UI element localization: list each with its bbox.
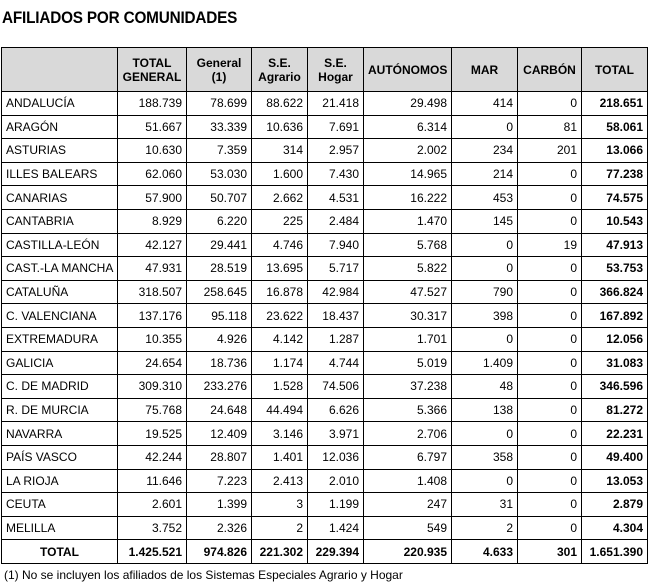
table-cell: 10.355 <box>118 327 187 351</box>
total-row <box>2 540 648 564</box>
column-header: AUTÓNOMOS <box>364 48 452 92</box>
table-cell: 225 <box>252 209 308 233</box>
table-cell: 7.430 <box>308 162 364 186</box>
total-cell: 220.935 <box>364 540 452 564</box>
table-row <box>2 115 648 139</box>
table-row <box>2 304 648 328</box>
table-cell: 790 <box>452 280 518 304</box>
table-row <box>2 445 648 469</box>
table-cell: 24.654 <box>118 351 187 375</box>
table-cell: 2.413 <box>252 469 308 493</box>
table-cell: 0 <box>518 92 582 116</box>
table-cell: 2.706 <box>364 422 452 446</box>
table-cell: 233.276 <box>187 375 252 399</box>
table-cell: 1.470 <box>364 209 452 233</box>
table-cell: 14.965 <box>364 162 452 186</box>
table-cell: 16.878 <box>252 280 308 304</box>
table-cell: 414 <box>452 92 518 116</box>
table-cell: 7.359 <box>187 139 252 163</box>
table-cell: 309.310 <box>118 375 187 399</box>
table-cell: 2.326 <box>187 516 252 540</box>
table-cell: 137.176 <box>118 304 187 328</box>
total-cell: 221.302 <box>252 540 308 564</box>
table-cell: 44.494 <box>252 398 308 422</box>
table-cell: 0 <box>518 351 582 375</box>
table-cell: 1.399 <box>187 493 252 517</box>
region-name: ASTURIAS <box>2 139 118 163</box>
table-cell: 398 <box>452 304 518 328</box>
table-row <box>2 516 648 540</box>
table-cell: 12.056 <box>582 327 648 351</box>
table-cell: 5.366 <box>364 398 452 422</box>
table-cell: 58.061 <box>582 115 648 139</box>
region-name: CATALUÑA <box>2 280 118 304</box>
total-cell: 974.826 <box>187 540 252 564</box>
table-cell: 18.437 <box>308 304 364 328</box>
table-cell: 346.596 <box>582 375 648 399</box>
table-cell: 2.010 <box>308 469 364 493</box>
table-cell: 2.957 <box>308 139 364 163</box>
table-cell: 28.807 <box>187 445 252 469</box>
region-name: EXTREMADURA <box>2 327 118 351</box>
table-cell: 10.636 <box>252 115 308 139</box>
table-cell: 247 <box>364 493 452 517</box>
table-row <box>2 375 648 399</box>
region-name: ARAGÓN <box>2 115 118 139</box>
table-cell: 4.744 <box>308 351 364 375</box>
table-cell: 13.066 <box>582 139 648 163</box>
table-cell: 0 <box>518 327 582 351</box>
table-cell: 4.746 <box>252 233 308 257</box>
table-cell: 3.752 <box>118 516 187 540</box>
table-cell: 4.926 <box>187 327 252 351</box>
region-name: CASTILLA-LEÓN <box>2 233 118 257</box>
page-title: AFILIADOS POR COMUNIDADES <box>2 8 238 27</box>
table-cell: 145 <box>452 209 518 233</box>
table-cell: 2 <box>252 516 308 540</box>
region-name: MELILLA <box>2 516 118 540</box>
total-cell: 4.633 <box>452 540 518 564</box>
table-cell: 62.060 <box>118 162 187 186</box>
table-cell: 42.127 <box>118 233 187 257</box>
table-cell: 4.142 <box>252 327 308 351</box>
table-row <box>2 257 648 281</box>
table-cell: 218.651 <box>582 92 648 116</box>
table-cell: 1.174 <box>252 351 308 375</box>
total-label: TOTAL <box>2 540 118 564</box>
table-cell: 214 <box>452 162 518 186</box>
table-cell: 234 <box>452 139 518 163</box>
table-cell: 18.736 <box>187 351 252 375</box>
column-header: TOTAL GENERAL <box>118 48 187 92</box>
table-row <box>2 327 648 351</box>
table-cell: 6.220 <box>187 209 252 233</box>
table-cell: 2.484 <box>308 209 364 233</box>
table-cell: 0 <box>452 115 518 139</box>
table-cell: 5.822 <box>364 257 452 281</box>
table-cell: 0 <box>452 422 518 446</box>
table-cell: 0 <box>452 257 518 281</box>
table-row <box>2 233 648 257</box>
table-cell: 30.317 <box>364 304 452 328</box>
header-region <box>2 48 118 92</box>
table-cell: 0 <box>452 233 518 257</box>
table-cell: 5.717 <box>308 257 364 281</box>
table-cell: 13.053 <box>582 469 648 493</box>
table-cell: 0 <box>518 445 582 469</box>
table-row <box>2 139 648 163</box>
table-row <box>2 469 648 493</box>
table-cell: 549 <box>364 516 452 540</box>
region-name: CEUTA <box>2 493 118 517</box>
table-cell: 10.543 <box>582 209 648 233</box>
table-cell: 0 <box>518 257 582 281</box>
table-cell: 318.507 <box>118 280 187 304</box>
table-cell: 0 <box>518 209 582 233</box>
region-name: PAÍS VASCO <box>2 445 118 469</box>
table-cell: 2.002 <box>364 139 452 163</box>
table-cell: 1.424 <box>308 516 364 540</box>
table-cell: 2.879 <box>582 493 648 517</box>
table-cell: 57.900 <box>118 186 187 210</box>
table-cell: 5.768 <box>364 233 452 257</box>
table-row <box>2 398 648 422</box>
region-name: NAVARRA <box>2 422 118 446</box>
table-cell: 29.498 <box>364 92 452 116</box>
column-header: S.E. Agrario <box>252 48 308 92</box>
table-cell: 314 <box>252 139 308 163</box>
table-cell: 42.984 <box>308 280 364 304</box>
column-header: CARBÓN <box>518 48 582 92</box>
table-cell: 81 <box>518 115 582 139</box>
table-cell: 0 <box>518 162 582 186</box>
table-cell: 2.662 <box>252 186 308 210</box>
column-header: MAR <box>452 48 518 92</box>
table-cell: 12.036 <box>308 445 364 469</box>
table-cell: 1.401 <box>252 445 308 469</box>
table-cell: 0 <box>518 398 582 422</box>
table-cell: 19 <box>518 233 582 257</box>
table-cell: 78.699 <box>187 92 252 116</box>
table-cell: 77.238 <box>582 162 648 186</box>
table-row <box>2 186 648 210</box>
table-cell: 47.931 <box>118 257 187 281</box>
total-cell: 301 <box>518 540 582 564</box>
table-cell: 6.626 <box>308 398 364 422</box>
table-cell: 1.528 <box>252 375 308 399</box>
table-header-row <box>2 48 648 92</box>
table-cell: 138 <box>452 398 518 422</box>
table-row <box>2 422 648 446</box>
total-cell: 1.425.521 <box>118 540 187 564</box>
table-cell: 1.287 <box>308 327 364 351</box>
table-cell: 366.824 <box>582 280 648 304</box>
region-name: C. VALENCIANA <box>2 304 118 328</box>
table-cell: 0 <box>452 469 518 493</box>
table-cell: 74.506 <box>308 375 364 399</box>
table-row <box>2 493 648 517</box>
table-cell: 37.238 <box>364 375 452 399</box>
table-cell: 0 <box>518 422 582 446</box>
footnote: (1) No se incluyen los afiliados de los Sistemas Especiales Agrario y Hogar <box>4 568 403 582</box>
table-cell: 1.701 <box>364 327 452 351</box>
table-cell: 23.622 <box>252 304 308 328</box>
table-cell: 0 <box>518 516 582 540</box>
table-cell: 0 <box>518 375 582 399</box>
table-cell: 8.929 <box>118 209 187 233</box>
table-row <box>2 92 648 116</box>
table-cell: 0 <box>452 327 518 351</box>
region-name: ANDALUCÍA <box>2 92 118 116</box>
table-cell: 42.244 <box>118 445 187 469</box>
table-cell: 11.646 <box>118 469 187 493</box>
table-cell: 2 <box>452 516 518 540</box>
table-cell: 1.600 <box>252 162 308 186</box>
table-cell: 33.339 <box>187 115 252 139</box>
table-cell: 4.531 <box>308 186 364 210</box>
table-cell: 13.695 <box>252 257 308 281</box>
table-cell: 7.691 <box>308 115 364 139</box>
table-body <box>2 92 648 564</box>
table-row <box>2 280 648 304</box>
table-cell: 22.231 <box>582 422 648 446</box>
table-cell: 53.753 <box>582 257 648 281</box>
table-cell: 0 <box>518 493 582 517</box>
region-name: CAST.-LA MANCHA <box>2 257 118 281</box>
column-header: TOTAL <box>582 48 648 92</box>
table-row <box>2 162 648 186</box>
table-cell: 28.519 <box>187 257 252 281</box>
table-cell: 21.418 <box>308 92 364 116</box>
table-cell: 47.913 <box>582 233 648 257</box>
table-cell: 49.400 <box>582 445 648 469</box>
table-cell: 75.768 <box>118 398 187 422</box>
table-cell: 188.739 <box>118 92 187 116</box>
table-cell: 51.667 <box>118 115 187 139</box>
table-cell: 7.940 <box>308 233 364 257</box>
table-cell: 1.408 <box>364 469 452 493</box>
table-cell: 53.030 <box>187 162 252 186</box>
total-cell: 1.651.390 <box>582 540 648 564</box>
table-cell: 47.527 <box>364 280 452 304</box>
region-name: LA RIOJA <box>2 469 118 493</box>
table-cell: 3.146 <box>252 422 308 446</box>
table-row <box>2 209 648 233</box>
region-name: R. DE MURCIA <box>2 398 118 422</box>
table-cell: 88.622 <box>252 92 308 116</box>
table-cell: 4.304 <box>582 516 648 540</box>
region-name: CANTABRIA <box>2 209 118 233</box>
table-cell: 24.648 <box>187 398 252 422</box>
table-cell: 12.409 <box>187 422 252 446</box>
table-cell: 0 <box>518 469 582 493</box>
table-cell: 16.222 <box>364 186 452 210</box>
table-cell: 0 <box>518 186 582 210</box>
table-row <box>2 351 648 375</box>
table-cell: 5.019 <box>364 351 452 375</box>
table-cell: 0 <box>518 304 582 328</box>
table-cell: 81.272 <box>582 398 648 422</box>
table-cell: 358 <box>452 445 518 469</box>
table-cell: 10.630 <box>118 139 187 163</box>
table-cell: 6.797 <box>364 445 452 469</box>
table-cell: 6.314 <box>364 115 452 139</box>
table-cell: 31.083 <box>582 351 648 375</box>
table-cell: 1.409 <box>452 351 518 375</box>
table-cell: 50.707 <box>187 186 252 210</box>
table-cell: 31 <box>452 493 518 517</box>
column-header: S.E. Hogar <box>308 48 364 92</box>
region-name: GALICIA <box>2 351 118 375</box>
region-name: CANARIAS <box>2 186 118 210</box>
table-cell: 48 <box>452 375 518 399</box>
table-cell: 95.118 <box>187 304 252 328</box>
table-cell: 258.645 <box>187 280 252 304</box>
table-cell: 74.575 <box>582 186 648 210</box>
table-cell: 453 <box>452 186 518 210</box>
table-cell: 1.199 <box>308 493 364 517</box>
affiliates-table <box>1 47 648 564</box>
table-cell: 19.525 <box>118 422 187 446</box>
column-header: General (1) <box>187 48 252 92</box>
table-cell: 2.601 <box>118 493 187 517</box>
total-cell: 229.394 <box>308 540 364 564</box>
table-cell: 3 <box>252 493 308 517</box>
table-cell: 201 <box>518 139 582 163</box>
table-cell: 29.441 <box>187 233 252 257</box>
table-cell: 0 <box>518 280 582 304</box>
table-cell: 7.223 <box>187 469 252 493</box>
region-name: ILLES BALEARS <box>2 162 118 186</box>
region-name: C. DE MADRID <box>2 375 118 399</box>
table-cell: 3.971 <box>308 422 364 446</box>
table-cell: 167.892 <box>582 304 648 328</box>
